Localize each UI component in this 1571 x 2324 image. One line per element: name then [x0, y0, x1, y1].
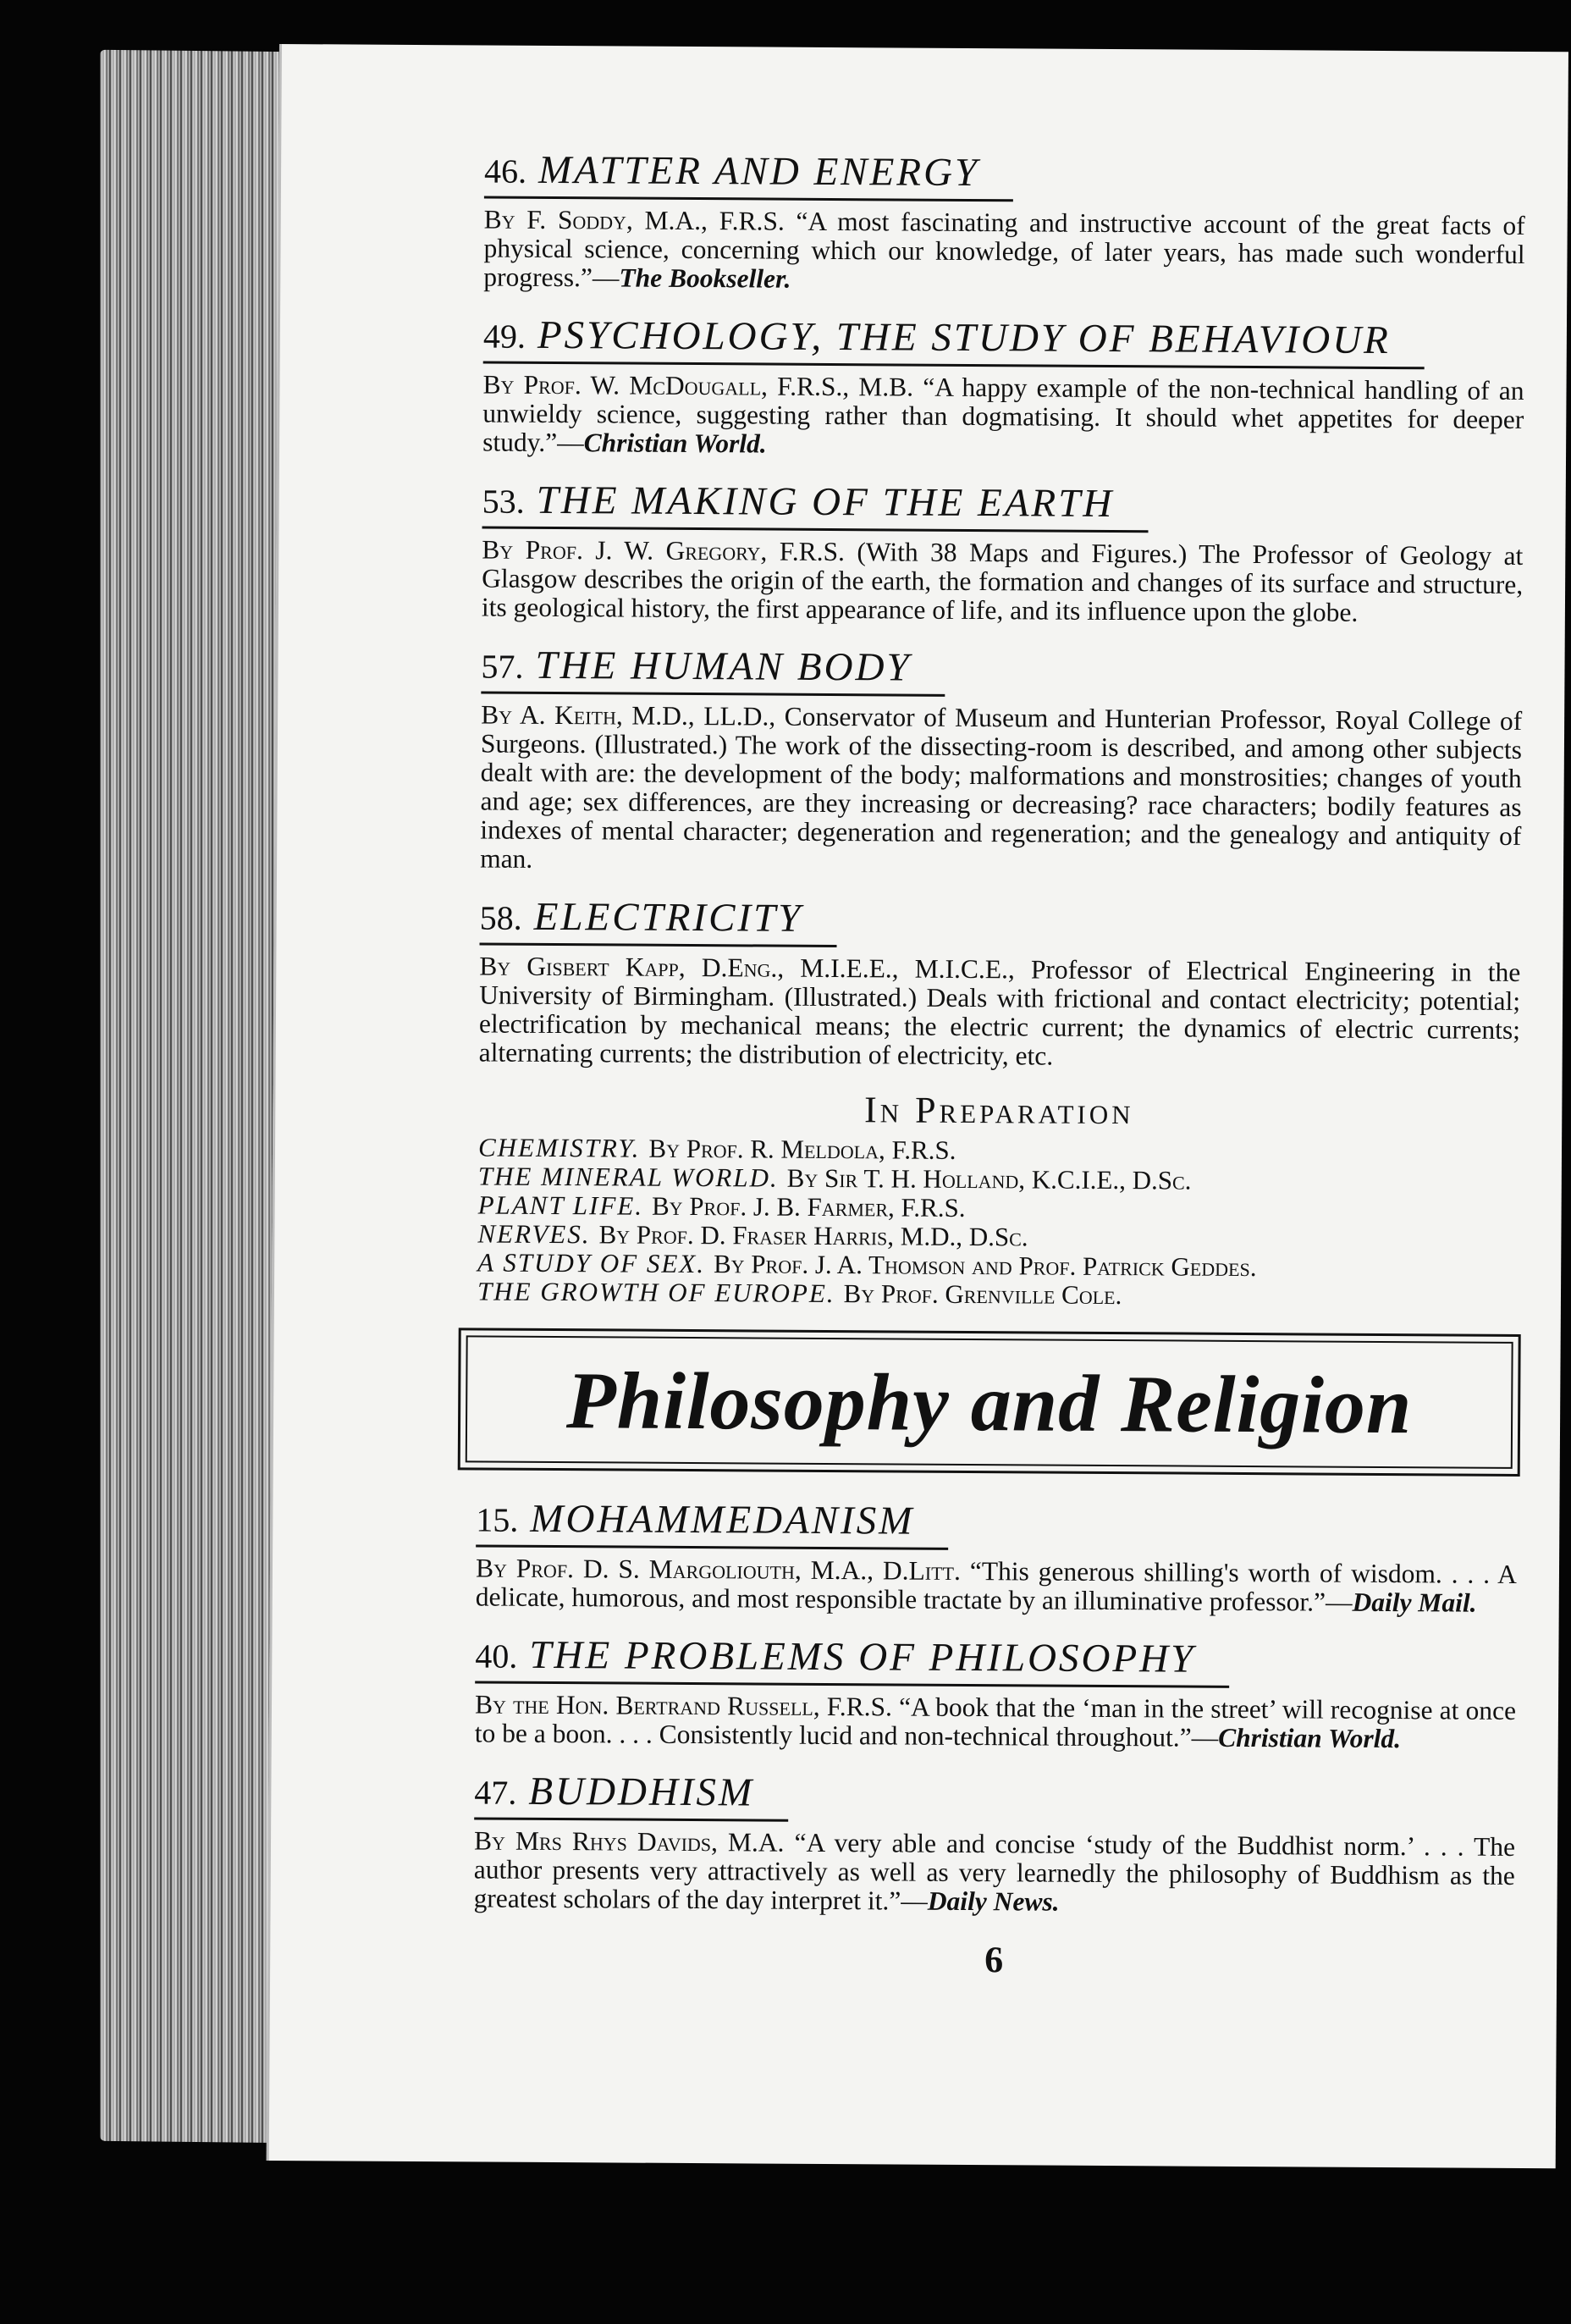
- entry-description: [480, 700, 1522, 880]
- entry-text: “A most fascinating and instructive account of the great facts of physical science, concerning which our knowledge, of later years, has made such wonderful progress.”—: [483, 206, 1525, 293]
- entry-title-text: THE MAKING OF THE EARTH: [536, 477, 1115, 527]
- book-entry: [479, 892, 1521, 1074]
- in-preparation-author: By Prof. J. A. Thomson and Prof. Patrick Geddes.: [713, 1249, 1257, 1283]
- book-entry: [482, 310, 1524, 463]
- entry-review-source: Daily News.: [927, 1885, 1060, 1917]
- in-preparation-heading: In Preparation: [863, 1089, 1134, 1133]
- entry-title-text: THE HUMAN BODY: [535, 643, 912, 690]
- entry-review-source: The Bookseller.: [619, 262, 791, 294]
- entry-author: By Mrs Rhys Davids, M.A.: [473, 1825, 785, 1858]
- in-preparation-title: THE MINERAL WORLD.: [477, 1161, 779, 1193]
- in-preparation-section: [477, 1085, 1520, 1312]
- entry-text: Professor of Electrical Engineering in the University of Birmingham. (Illustrated.) Deals with frictional and contact electricity; potential; electrification by mechanical means; the electric current; the dynamics of electric currents; alternating currents; the distribution of electricity, etc.: [478, 954, 1521, 1071]
- entry-number: 46.: [483, 152, 527, 190]
- in-preparation-author: By Prof. R. Meldola, F.R.S.: [648, 1133, 956, 1165]
- entry-number: 15.: [476, 1500, 519, 1539]
- entry-review-source: Christian World.: [583, 428, 767, 459]
- book-entry: [482, 475, 1524, 628]
- entry-text: Conservator of Museum and Hunterian Professor, Royal College of Surgeons. (Illustrated.) The work of the dissecting-room is described, and among other subjects dealt with are: the development of the body; malformations and monstrosities; changes of youth and age; sex differences, are they increasing or decreasing? race characters; bodily features as indexes of mental character; degeneration and regeneration; and the genealogy and antiquity of man.: [480, 701, 1523, 874]
- entry-text: “This generous shilling's worth of wisdom. . . . A delicate, humorous, and most responsible tractate by an illuminative professor.”—: [475, 1556, 1518, 1617]
- entry-title-text: MOHAMMEDANISM: [530, 1496, 915, 1543]
- book-page-edges: [100, 50, 295, 2143]
- entry-title: [474, 1766, 788, 1821]
- entry-review-source: Daily Mail.: [1352, 1587, 1477, 1618]
- entry-title: [476, 1493, 948, 1549]
- entry-title: [483, 310, 1425, 369]
- page-content: [473, 145, 1525, 1984]
- entry-author: By Prof. J. W. Gregory, F.R.S.: [482, 534, 846, 567]
- in-preparation-list: [477, 1133, 1519, 1312]
- entry-number: 58.: [479, 898, 522, 937]
- entry-description: [483, 205, 1525, 298]
- entry-number: 40.: [475, 1637, 518, 1675]
- entry-text: “A happy example of the non-technical handling of an unwieldy science, suggesting rather than dogmatising. It should whet appetites for deeper study.”—: [482, 372, 1524, 458]
- book-entry: [474, 1766, 1516, 1919]
- entry-number: 47.: [474, 1773, 517, 1812]
- entry-title-text: ELECTRICITY: [533, 894, 803, 941]
- entry-author: By F. Soddy, M.A., F.R.S.: [483, 204, 785, 236]
- entry-title: [481, 640, 945, 696]
- entry-author: By Gisbert Kapp, D.Eng., M.I.E.E., M.I.C.E.,: [479, 951, 1015, 985]
- philosophy-entries: [474, 1493, 1518, 1919]
- entry-author: By A. Keith, M.D., LL.D.,: [481, 699, 776, 731]
- entry-description: [476, 1554, 1517, 1618]
- entry-author: By Prof. D. S. Margoliouth, M.A., D.Litt.: [475, 1553, 961, 1586]
- entry-text: (With 38 Maps and Figures.) The Professor of Geology at Glasgow describes the origin of the earth, the formation and changes of its surface and structure, its geological history, the first appearance of life, and its influence upon the globe.: [481, 537, 1524, 627]
- book-entry: [480, 640, 1523, 880]
- entry-description: [482, 535, 1524, 628]
- in-preparation-author: By Prof. J. B. Farmer, F.R.S.: [651, 1190, 966, 1223]
- in-preparation-author: By Prof. D. Fraser Harris, M.D., D.Sc.: [598, 1219, 1028, 1252]
- entry-title-text: MATTER AND ENERGY: [537, 147, 980, 196]
- in-preparation-title: NERVES.: [477, 1218, 591, 1250]
- entry-description: [482, 370, 1524, 463]
- entry-description: [475, 1690, 1516, 1754]
- entry-author: By the Hon. Bertrand Russell, F.R.S.: [474, 1689, 893, 1722]
- book-entry: [475, 1630, 1517, 1754]
- entry-title-text: THE PROBLEMS OF PHILOSOPHY: [529, 1632, 1196, 1681]
- entry-description: [479, 952, 1521, 1074]
- section-banner-title: Philosophy and Religion: [466, 1335, 1513, 1469]
- in-preparation-title: THE GROWTH OF EUROPE.: [477, 1276, 835, 1309]
- book-page: [267, 44, 1568, 2168]
- entry-text: “A book that the ‘man in the street’ will recognise at once to be a boon. . . . Consistently lucid and non-technical throughout.”—: [474, 1692, 1517, 1753]
- entry-text: “A very able and concise ‘study of the Buddhist norm.’ . . . The author presents very attractively as well as very learnedly the philosophy of Buddhism as the greatest scholars of the day interpret it.”—: [473, 1827, 1516, 1916]
- entry-number: 49.: [482, 317, 526, 356]
- entry-title-text: BUDDHISM: [528, 1769, 755, 1815]
- page-number: 6: [984, 1939, 1004, 1981]
- entry-title: [480, 892, 837, 947]
- entry-title-text: PSYCHOLOGY, THE STUDY OF BEHAVIOUR: [537, 312, 1392, 363]
- section-banner: [458, 1328, 1521, 1477]
- entry-title: [484, 145, 1013, 201]
- in-preparation-author: By Prof. Grenville Cole.: [843, 1278, 1122, 1311]
- entry-title: [482, 475, 1149, 533]
- book-entry: [483, 145, 1525, 298]
- science-entries: [479, 145, 1526, 1073]
- in-preparation-author: By Sir T. H. Holland, K.C.I.E., D.Sc.: [786, 1162, 1192, 1195]
- entry-title: [475, 1630, 1229, 1687]
- entry-author: By Prof. W. McDougall, F.R.S., M.B.: [482, 369, 914, 402]
- in-preparation-title: CHEMISTRY.: [477, 1132, 641, 1163]
- in-preparation-title: PLANT LIFE.: [477, 1190, 644, 1221]
- in-preparation-title: A STUDY OF SEX.: [477, 1247, 706, 1279]
- entry-number: 57.: [481, 647, 524, 686]
- in-preparation-item: [477, 1277, 1519, 1312]
- entry-description: [474, 1826, 1516, 1919]
- book-entry: [476, 1493, 1518, 1618]
- entry-review-source: Christian World.: [1218, 1722, 1402, 1754]
- entry-number: 53.: [482, 482, 525, 521]
